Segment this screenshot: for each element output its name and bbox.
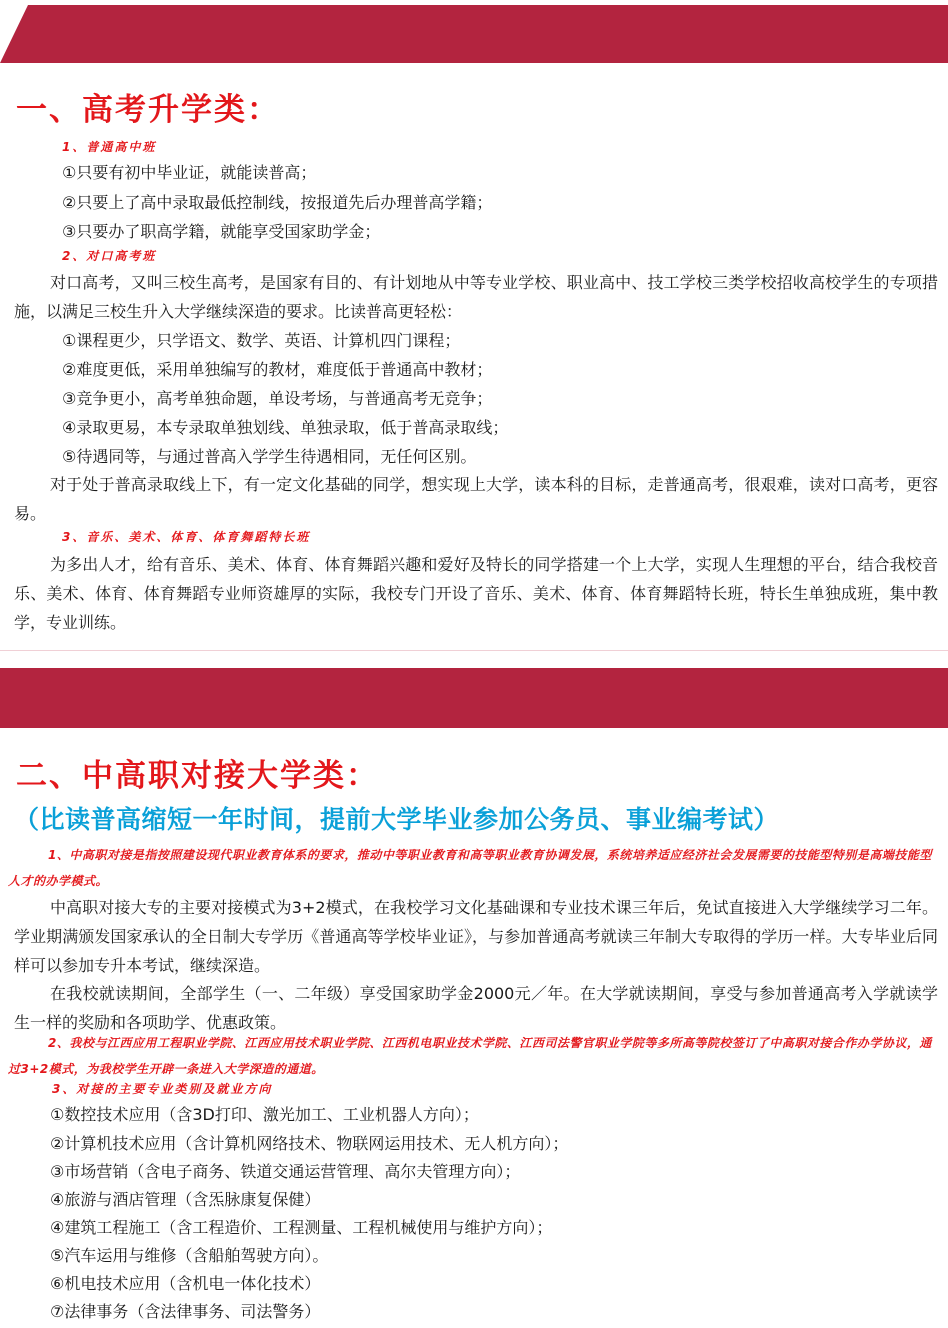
sub2-item: ⑤待遇同等，与通过普高入学学生待遇相同，无任何区别。 <box>62 447 477 466</box>
major-item: ④建筑工程施工（含工程造价、工程测量、工程机械使用与维护方向）； <box>50 1218 553 1237</box>
major-item: ④旅游与酒店管理（含炁脉康复保健） <box>50 1190 321 1209</box>
sub2-item: ②难度更低，采用单独编写的教材，难度低于普通高中教材； <box>62 360 493 379</box>
section2-red-note-1: 1、中高职对接是指按照建设现代职业教育体系的要求，推动中等职业教育和高等职业教育协调发展，系统培养适应经济社会发展需要的技能型特别是高端技能型人才的办学模式。 <box>8 848 932 888</box>
section2-subtitle: （比读普高缩短一年时间，提前大学毕业参加公务员、事业编考试） <box>14 805 780 834</box>
top-banner-title: 读普高免择校费 读职高享助学金 <box>229 132 749 168</box>
sub2-item: ③竞争更小，高考单独命题，单设考场，与普通高考无竞争； <box>62 389 493 408</box>
sub1-label: 1、普通高中班 <box>62 140 157 154</box>
sub2-intro: 对口高考，又叫三校生高考，是国家有目的、有计划地从中等专业学校、职业高中、技工学校三类学校招收高校学生的专项措施，以满足三校生升入大学继续深造的要求。比读普高更轻松： <box>14 273 938 321</box>
section1-heading: 一、高考升学类： <box>16 92 280 128</box>
banner-corner-decoration <box>0 5 28 63</box>
major-item: ①数控技术应用（含3D打印、激光加工、工业机器人方向）； <box>50 1105 479 1124</box>
section2-para-1: 中高职对接大专的主要对接模式为3+2模式，在我校学习文化基础课和专业技术课三年后，免试直接进入大学继续学习二年。学业期满颁发国家承认的全日制大专学历《普通高等学校毕业证》，与参加普通高考就读三年制大专取得的学历一样。大专毕业后同样可以参加专升本考试，继续深造。 <box>14 898 938 975</box>
section2-red-note-2: 2、我校与江西应用工程职业学院、江西应用技术职业学院、江西机电职业技术学院、江西司法警官职业学院等多所高等院校签订了中高职对接合作办学协议，通过3+2模式，为我校学生开辟一条进入大学深造的通道。 <box>8 1036 932 1076</box>
section2-heading: 二、中高职对接大学类： <box>16 758 379 794</box>
sub3-text: 为多出人才，给有音乐、美术、体育、体育舞蹈兴趣和爱好及特长的同学搭建一个上大学，实现人生理想的平台，结合我校音乐、美术、体育、体育舞蹈专业师资雄厚的实际，我校专门开设了音乐、美术、体育、体育舞蹈特长班，特长生单独成班，集中教学，专业训练。 <box>14 555 938 632</box>
sub1-item: ①只要有初中毕业证，就能读普高； <box>62 163 317 182</box>
sub2-outro: 对于处于普高录取线上下，有一定文化基础的同学，想实现上大学，读本科的目标，走普通高考，很艰难，读对口高考，更容易。 <box>14 475 938 523</box>
major-item: ⑥机电技术应用（含机电一体化技术） <box>50 1274 321 1293</box>
sub2-label: 2、对口高考班 <box>62 249 157 263</box>
majors-label: 3、对接的主要专业类别及就业方向 <box>52 1082 273 1096</box>
section2-para-2: 在我校就读期间，全部学生（一、二年级）享受国家助学金2000元／年。在大学就读期间，享受与参加普通高考入学就读学生一样的奖励和各项助学、优惠政策。 <box>14 984 938 1032</box>
section-divider <box>0 650 948 651</box>
major-item: ②计算机技术应用（含计算机网络技术、物联网运用技术、无人机方向）； <box>50 1134 569 1153</box>
sub2-item: ④录取更易，本专录取单独划线、单独录取，低于普高录取线； <box>62 418 509 437</box>
sub3-label: 3、音乐、美术、体育、体育舞蹈特长班 <box>62 530 311 544</box>
middle-banner-title: 中高职对接 轻松上大学 <box>284 740 694 776</box>
major-item: ③市场营销（含电子商务、铁道交通运营管理、高尔夫管理方向）； <box>50 1162 521 1181</box>
sub1-item: ②只要上了高中录取最低控制线，按报道先后办理普高学籍； <box>62 193 493 212</box>
major-item: ⑤汽车运用与维修（含船舶驾驶方向）。 <box>50 1246 329 1265</box>
major-item: ⑦法律事务（含法律事务、司法警务） <box>50 1302 321 1321</box>
sub2-item: ①课程更少，只学语文、数学、英语、计算机四门课程； <box>62 331 461 350</box>
sub1-item: ③只要办了职高学籍，就能享受国家助学金； <box>62 222 381 241</box>
